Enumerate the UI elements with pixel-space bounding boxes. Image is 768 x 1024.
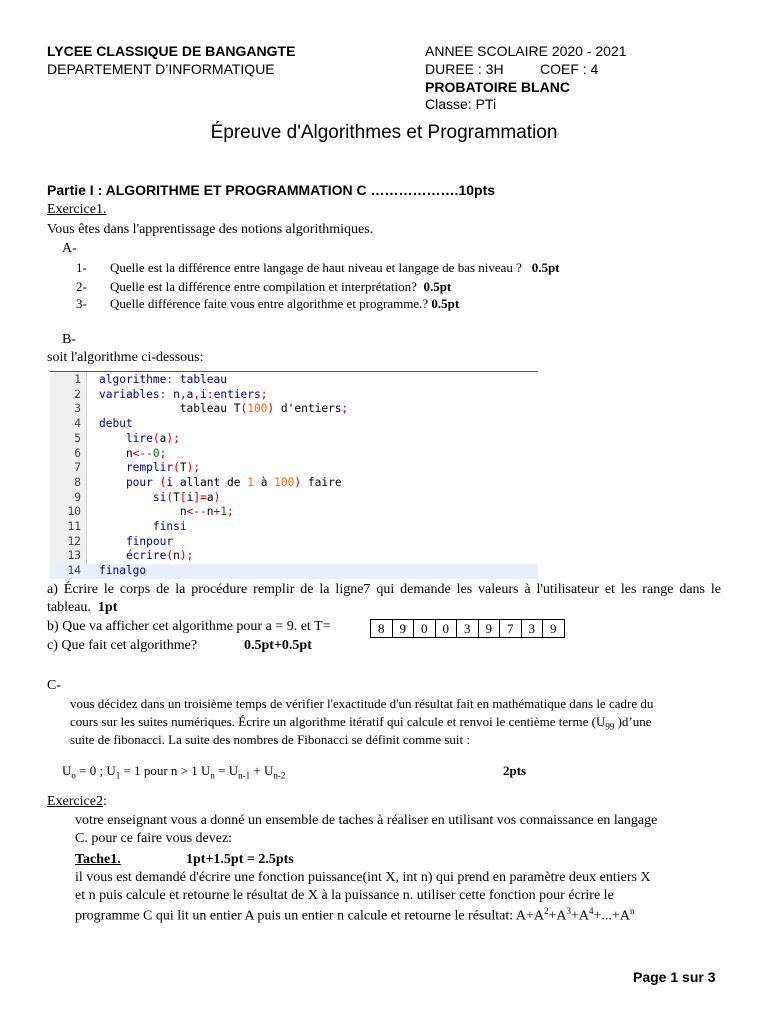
u99-subscript: 99 bbox=[605, 721, 615, 732]
code-token: [ bbox=[179, 490, 187, 504]
page-number: Page 1 sur 3 bbox=[633, 969, 716, 985]
line-number: 12 bbox=[67, 534, 81, 548]
code-token: <-- bbox=[186, 505, 207, 519]
array-table bbox=[370, 619, 565, 638]
code-token: ; bbox=[227, 505, 234, 519]
sum-term: +A bbox=[548, 908, 567, 924]
code-line bbox=[50, 505, 538, 520]
code-token: lire bbox=[99, 431, 153, 445]
code-token: variables bbox=[99, 387, 160, 401]
code-token: 1 bbox=[247, 475, 254, 489]
code-token: ( bbox=[173, 461, 180, 475]
code-token: n bbox=[206, 505, 214, 519]
question-text: Quelle est la différence entre langage de haut niveau et langage de bas niveau ? bbox=[110, 260, 522, 275]
task1-line-3-text: programme C qui lit un entier A puis un entier n calcule et retourne le résultat: A+A bbox=[75, 908, 544, 924]
code-token: ) bbox=[267, 402, 275, 416]
code-token: , bbox=[193, 387, 201, 401]
fib-text: = 1 pour n > 1 U bbox=[120, 763, 211, 778]
fib-sub: n-1 bbox=[238, 770, 251, 781]
exercise2-intro-2: C. pour ce faire vous devez: bbox=[75, 831, 233, 846]
code-line bbox=[50, 564, 538, 579]
code-token: : bbox=[166, 373, 180, 386]
document-title: Épreuve d'Algorithmes et Programmation bbox=[210, 122, 558, 143]
code-text bbox=[99, 520, 187, 535]
question-text: Quelle différence faite vous entre algorithme et programme.? bbox=[110, 296, 429, 311]
code-token: ); bbox=[186, 461, 201, 475]
code-token: d'entiers bbox=[274, 402, 342, 416]
code-text bbox=[99, 402, 348, 417]
code-line bbox=[50, 549, 538, 564]
sum-term: +A bbox=[571, 908, 590, 924]
code-text bbox=[99, 564, 146, 579]
code-line bbox=[50, 432, 538, 447]
code-token: a bbox=[206, 490, 214, 504]
fib-text: = U bbox=[214, 763, 239, 778]
code-token: n bbox=[99, 446, 133, 460]
exercise1-intro: Vous êtes dans l'apprentissage des notions algorithmiques. bbox=[47, 222, 374, 237]
code-token: n bbox=[173, 387, 180, 401]
fib-text: + U bbox=[250, 763, 274, 778]
line-number: 4 bbox=[74, 417, 81, 431]
question-number: 3- bbox=[76, 296, 87, 311]
code-token: algorithme bbox=[99, 373, 167, 386]
fib-u: U bbox=[62, 763, 72, 778]
line-number: 13 bbox=[67, 549, 81, 563]
task1-points: 1pt+1.5pt = 2.5pts bbox=[186, 852, 294, 867]
question-points: 0.5pt bbox=[423, 279, 452, 294]
code-token: tableau bbox=[179, 373, 227, 386]
code-token: ( bbox=[166, 549, 174, 563]
fibonacci-points: 2pts bbox=[503, 763, 527, 778]
line-number: 2 bbox=[74, 387, 81, 401]
code-token: remplir bbox=[99, 461, 174, 475]
code-token: a bbox=[159, 431, 167, 445]
code-token: i bbox=[200, 387, 207, 401]
array-cell: 0 bbox=[435, 620, 457, 638]
exam-duration: DUREE : 3H bbox=[425, 61, 504, 77]
code-text bbox=[99, 549, 193, 564]
line-number: 9 bbox=[74, 490, 81, 504]
question-c-text: c) Que fait cet algorithme? bbox=[47, 638, 198, 653]
code-token: finsi bbox=[99, 520, 187, 533]
line-number: 11 bbox=[67, 520, 81, 533]
line-number: 10 bbox=[67, 505, 81, 519]
code-token: : bbox=[206, 387, 214, 401]
exercise2-label bbox=[47, 794, 107, 810]
code-token: ) bbox=[294, 475, 302, 489]
exponent: n bbox=[629, 906, 635, 916]
code-token: ( bbox=[240, 402, 248, 416]
fibonacci-definition bbox=[62, 763, 285, 781]
code-token: ) bbox=[213, 490, 221, 504]
code-token: ( bbox=[159, 475, 167, 489]
code-token: tableau T bbox=[99, 402, 241, 416]
question-number: 1- bbox=[76, 260, 87, 275]
code-listing bbox=[50, 371, 538, 579]
section-c-line-3: suite de fibonacci. La suite des nombres de Fibonacci se définit comme suit : bbox=[70, 732, 471, 747]
code-token: ; bbox=[260, 387, 268, 401]
array-cell: 3 bbox=[521, 620, 543, 638]
line-number: 8 bbox=[74, 475, 81, 489]
line-number: 14 bbox=[67, 564, 81, 578]
array-cell: 3 bbox=[457, 620, 479, 638]
exercise2-label-text: Exercice2 bbox=[47, 794, 103, 809]
task1-label: Tache1. bbox=[75, 852, 121, 867]
section-c-line-1: vous décidez dans un troisième temps de vérifier l'exactitude d'un résultat fait en mathématique dans le cadre du bbox=[70, 696, 654, 711]
code-token: 1 bbox=[220, 505, 228, 519]
fib-sub: o bbox=[71, 770, 76, 781]
code-text bbox=[99, 461, 200, 476]
school-name: LYCEE CLASSIQUE DE BANGANGTE bbox=[47, 43, 296, 59]
code-token: 100 bbox=[274, 475, 295, 489]
code-token: pour bbox=[99, 475, 160, 489]
code-token: ); bbox=[179, 549, 194, 563]
fib-sub: n bbox=[210, 770, 215, 781]
code-token: finalgo bbox=[99, 564, 147, 578]
code-line bbox=[50, 373, 538, 388]
exercise1-label: Exercice1. bbox=[47, 202, 107, 217]
array-cell: 0 bbox=[414, 620, 436, 638]
code-line bbox=[50, 491, 538, 506]
part-title: Partie I : ALGORITHME ET PROGRAMMATION C ……………….10pts bbox=[47, 182, 496, 198]
fib-text: = 0 ; U bbox=[75, 763, 116, 778]
exponent: 4 bbox=[589, 906, 594, 916]
code-token: a bbox=[186, 387, 194, 401]
code-token: 100 bbox=[247, 402, 268, 416]
code-token: entiers bbox=[213, 387, 261, 401]
code-token: ; bbox=[159, 446, 167, 460]
code-token: + bbox=[213, 505, 221, 519]
question-a bbox=[47, 581, 721, 617]
school-year: ANNEE SCOLAIRE 2020 - 2021 bbox=[425, 43, 627, 59]
line-number: 3 bbox=[74, 402, 81, 416]
question-text: Quelle est la différence entre compilation et interprétation? bbox=[110, 279, 417, 294]
array-row bbox=[371, 620, 565, 638]
code-text bbox=[99, 476, 342, 491]
code-token: <-- bbox=[132, 446, 153, 460]
sum-term: +...+A bbox=[593, 908, 630, 924]
code-token: ); bbox=[166, 431, 180, 445]
code-top-border bbox=[50, 371, 538, 372]
question-a-points: 1pt bbox=[97, 600, 118, 615]
code-text bbox=[99, 491, 220, 506]
question-number: 2- bbox=[76, 279, 87, 294]
question-a-text: a) Écrire le corps de la procédure remplir de la ligne7 qui demande les valeurs à l'utilisateur et les range dans le tableau. bbox=[47, 582, 721, 615]
question-2 bbox=[76, 279, 451, 295]
code-token: T bbox=[173, 490, 180, 504]
code-token: si bbox=[99, 490, 167, 504]
section-c-line-2-text: cours sur les suites numériques. Écrire un algorithme itératif qui calcule et renvoi le centième terme (U bbox=[70, 714, 606, 729]
code-line bbox=[50, 476, 538, 491]
fib-sub: n-2 bbox=[273, 770, 286, 781]
code-line bbox=[50, 520, 538, 535]
code-intro: soit l'algorithme ci-dessous: bbox=[47, 350, 204, 365]
array-cell: 9 bbox=[543, 620, 565, 638]
code-text bbox=[99, 505, 234, 520]
code-token: n bbox=[173, 549, 180, 563]
array-cell: 9 bbox=[392, 620, 414, 638]
code-token: 0 bbox=[152, 446, 160, 460]
question-1 bbox=[76, 260, 560, 276]
code-line bbox=[50, 461, 538, 476]
code-token: i bbox=[186, 490, 194, 504]
code-token: debut bbox=[99, 417, 133, 431]
array-cell: 9 bbox=[478, 620, 500, 638]
code-token: ( bbox=[152, 431, 160, 445]
code-text bbox=[99, 535, 173, 550]
code-text bbox=[99, 373, 227, 388]
question-c-points: 0.5pt+0.5pt bbox=[244, 638, 312, 653]
code-line bbox=[50, 402, 538, 417]
exponent: 2 bbox=[544, 906, 549, 916]
code-token: ; bbox=[341, 402, 349, 416]
exam-type: PROBATOIRE BLANC bbox=[425, 79, 570, 95]
exercise2-intro-1: votre enseignant vous a donné un ensemble de taches à réaliser en utilisant vos connaissance en langage bbox=[75, 813, 658, 828]
line-number: 6 bbox=[74, 446, 81, 460]
code-token: , bbox=[179, 387, 187, 401]
code-text bbox=[99, 432, 180, 447]
code-token: finpour bbox=[99, 534, 174, 548]
code-token: faire bbox=[301, 475, 342, 489]
exam-coefficient: COEF : 4 bbox=[540, 61, 599, 77]
code-token: n bbox=[99, 505, 187, 519]
code-line bbox=[50, 417, 538, 432]
line-number: 5 bbox=[74, 431, 81, 445]
task1-line-3 bbox=[75, 906, 634, 925]
task1-line-1: il vous est demandé d'écrire une fonction puissance(int X, int n) qui prend en paramètre deux entiers X bbox=[75, 870, 651, 885]
question-points: 0.5pt bbox=[431, 296, 460, 311]
exponent: 3 bbox=[566, 906, 572, 916]
task1-line-2: et n puis calcule et retourne le résultat de X à la puissance n. utiliser cette fonction pour écrire le bbox=[75, 888, 614, 903]
code-line bbox=[50, 535, 538, 550]
line-number: 7 bbox=[74, 461, 81, 475]
code-token: ]= bbox=[193, 490, 207, 504]
code-text bbox=[99, 388, 268, 403]
code-line bbox=[50, 447, 538, 462]
line-number: 1 bbox=[74, 373, 81, 386]
section-b-label: B- bbox=[62, 332, 76, 347]
code-token: : bbox=[159, 387, 174, 401]
question-b-text: b) Que va afficher cet algorithme pour a = 9. et T= bbox=[47, 619, 331, 634]
section-c-line-2 bbox=[70, 714, 652, 732]
code-line bbox=[50, 388, 538, 403]
section-a-label: A- bbox=[62, 241, 77, 256]
section-c-line-2-end: )d’une bbox=[614, 714, 652, 729]
code-token: à bbox=[253, 475, 275, 489]
array-cell: 8 bbox=[371, 620, 393, 638]
code-token: écrire bbox=[99, 549, 167, 563]
question-3 bbox=[76, 296, 459, 312]
class-name: Classe: PTi bbox=[425, 96, 497, 112]
exercise2-label-colon: : bbox=[102, 794, 107, 809]
code-text bbox=[99, 417, 133, 432]
code-text bbox=[99, 447, 166, 462]
section-c-label: C- bbox=[47, 678, 61, 693]
question-points: 0.5pt bbox=[531, 260, 560, 275]
array-cell: 7 bbox=[500, 620, 522, 638]
department-name: DEPARTEMENT D’INFORMATIQUE bbox=[47, 61, 275, 77]
code-token: T bbox=[179, 461, 187, 475]
fib-sub: 1 bbox=[115, 770, 121, 781]
code-token: ( bbox=[166, 490, 174, 504]
code-token: i allant de bbox=[166, 475, 248, 489]
